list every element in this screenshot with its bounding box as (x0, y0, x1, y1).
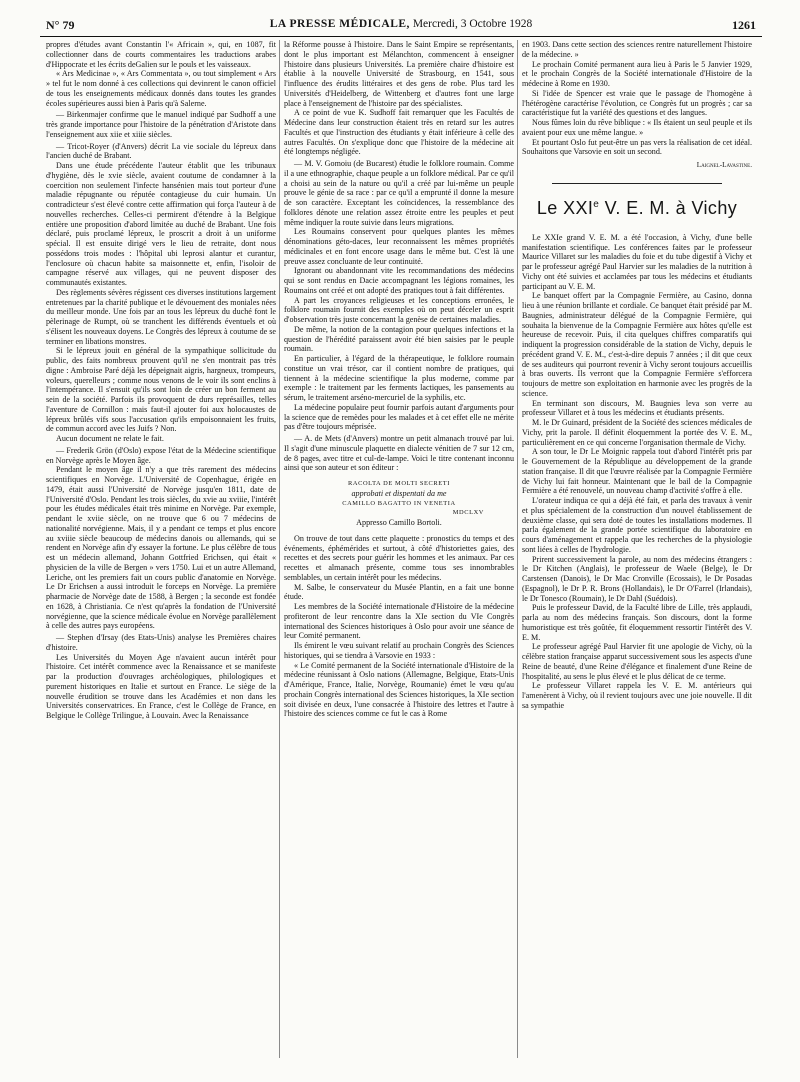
journal-title: LA PRESSE MÉDICALE, (269, 18, 410, 30)
paragraph: Le professeur agrégé Paul Harvier fit une apologie de Vichy, où la célèbre station française apparut successivement sous les aspects d'une Reine de beauté, d'une Reine d'élégance et finalement d'une Reine de l'hospitalité, au sens le plus élevé et le plus délicat de ce terme. (522, 642, 752, 681)
paragraph: Les membres de la Société internationale d'Histoire de la médecine profiteront de leur rencontre dans la XIe section du VIe Congrès international des Sciences historiques à Oslo pour avoir une séance de leur Comité permanent. (284, 602, 514, 641)
almanac-year: MDCLXV (452, 509, 484, 517)
section-divider (552, 183, 722, 184)
section-heading: Le XXIe V. E. M. à Vichy (536, 197, 738, 218)
paragraph: Dans une étude précédente l'auteur établit que les tribunaux d'hygiène, dès le xvie siècle, avaient coutume de condamner à la coercition non seulement l'infecte hansénien mais tout porteur d'une maladie répugnante ou réputée contagieuse du cuir humain. Un contradicteur s'est élevé contre cette affirmation qui força l'auteur à de nouvelles recherches. Celles-ci permirent d'étendre à la Belgique entière une proposition d'abord limitée au duché de Brabant. Une fois déclaré, puis proclamé lépreux, le proscrit a droit à un uniforme spécial. Il est ensuite dirigé vers le lieu de retraite, dont nous possédons trois modes : l'hôpital ubi leprosi alantur et curantur, l'enclosure où chacun habite sa maisonnette et, enfin, l'isoloir de campagne réservé aux villages, qui ne peuvent disposer des communautés existantes. (46, 161, 276, 287)
almanac-title-line: approbati et dispentati da me (351, 488, 447, 498)
column-right (522, 40, 752, 711)
almanac-title-line: RACOLTA DE MOLTI SECRETI (348, 480, 450, 487)
column-divider (279, 40, 280, 1058)
running-header (40, 14, 762, 37)
column-left (46, 40, 276, 721)
paragraph: — Tricot-Royer (d'Anvers) décrit La vie sociale du lépreux dans l'ancien duché de Brabant. (46, 141, 276, 161)
paragraph: propres d'études avant Constantin l'« Africain », qui, en 1087, fit collectionner dans de courts commentaires les traductions arabes d'Hippocrate et les écrits deGalien sur le pouls et les vaisseaux. (46, 40, 276, 69)
paragraph: — Frederik Grön (d'Oslo) expose l'état de la Médecine scientifique en Norvège après le Moyen âge. (46, 445, 276, 465)
paragraph: Aucun document ne relate le fait. (56, 434, 164, 443)
paragraph: Le professeur Villaret rappela les V. E. M. antérieurs qui l'amenèrent à Vichy, où il revient toujours avec une joie nouvelle. Il dit sa sympathie (522, 681, 752, 710)
paragraph: — M. V. Gomoiu (de Bucarest) étudie le folklore roumain. Comme il a une ethnographie, chaque peuple a un folklore médical. Par ce qu'il a choisi au sein de la nature ou qu'il a créé par lui-même un peuple prouve le génie de sa race : par ce qu'il a emprunté il donne la mesure de son caractère. Exceptant les coïncidences, la ressemblance des folklores dénote une relation assez étroite entre les peuples et peut même indiquer la route suivie dans leurs migrations. (284, 159, 514, 227)
paragraph: Nous fûmes loin du rêve biblique : « Ils étaient un seul peuple et ils avaient pour eux une même langue. » (522, 118, 752, 137)
paragraph: « Ars Medicinae », « Ars Commentata », ou tout simplement « Ars » tel fut le nom donné à ces collections qui devinrent le canon officiel de tous les enseignements médicaux donnés dans toutes les grandes écoles supérieures aussi bien à Paris qu'à Salerne. (46, 69, 276, 108)
almanac-publisher: Appresso Camillo Bortoli. (356, 518, 442, 527)
paragraph: — Birkenmajer confirme que le manuel indiqué par Sudhoff a une très grande importance pour l'histoire de la pénétration d'Aristote dans l'enseignement aux xiie et xiiie siècles. (46, 110, 276, 139)
paragraph: Ignorant ou abandonnant vite les recommandations des médecins qui se sont rendus en Dacie accompagnant les légions romaines, les Roumains ont créé et ont adopté des pratiques tout à fait différentes. (284, 266, 514, 295)
paragraph: A ce point de vue K. Sudhoff fait remarquer que les Facultés de Médecine dans leur construction étaient très en retard sur les autres Facultés et que l'instruction des étudiants y était inférieure à celle des autres Facultés. On s'explique donc que l'histoire de la médecine ait été longtemps négligée. (284, 108, 514, 157)
paragraph: En terminant son discours, M. Baugnies leva son verre au professeur Villaret et à tous les médecins et étudiants présents. (522, 398, 752, 418)
paragraph: La médecine populaire peut fournir parfois autant d'arguments pour la science que de remèdes pour les malades et à cet effet elle ne mérite pas d'être toujours méprisée. (284, 402, 514, 432)
paragraph: « Le Comité permanent de la Société internationale d'Histoire de la médecine réunissant à Oslo nations (Allemagne, Belgique, Etats-Unis d'Amérique, France, Italie, Norvège, Roumanie) émet le vœu qu'au prochain Congrès international des Sciences historiques, la XIe section soit divisée en deux, l'une consacrée à l'histoire des lettres et l'autre à l'histoire des sciences comme ce fut le cas à Rome (284, 660, 514, 719)
paragraph: M. le Dr Guinard, président de la Société des sciences médicales de Vichy, prit la parole. Il définit éloquemment la portée des V. E. M., particulièrement en ce qui concerne l'organisation thermale de Vichy. (522, 418, 752, 447)
author-signature: Laignel-Lavastine. (696, 161, 752, 169)
paragraph: A part les croyances religieuses et les conceptions erronées, le folklore roumain fournit des exemples où on peut déceler un esprit d'observation très juste concernant la genèse de certaines maladies. (284, 295, 514, 324)
paragraph: A son tour, le Dr Le Moignic rappela tout d'abord l'intérêt pris par le Gouvernement de la République au développement de la grande station française. Il dit que l'œuvre réalisée par la Compagnie Fermière de Vichy lui fait honneur. Maintenant que le bail de la Compagnie Fermière a été renouvelé, un nouveau champ d'activité s'offre à elle. (522, 447, 752, 496)
paragraph: Puis le professeur David, de la Faculté libre de Lille, très applaudi, parla au nom des médecins français. Son discours, dont la forme humoristique est très goûtée, fit éloquemment ressortir l'intérêt des V. E. M. (522, 603, 752, 642)
paragraph: la Réforme pousse à l'histoire. Dans le Saint Empire se représentants, dont le plus important est Mélanchton, commencent à enseigner l'histoire dans plusieurs Universités. La première chaire d'histoire est établie à la nouvelle Université de Strasbourg, en 1541, sous l'influence des érudits littéraires et des gens de robe. Plus tard les Universités d'Heidelberg, de Wittenberg et d'autres font une large place à l'enseignement de l'histoire par des spécialistes. (284, 40, 514, 108)
paragraph: Le banquet offert par la Compagnie Fermière, au Casino, donna lieu à une réunion brillante et cordiale. Ce banquet était présidé par M. Baugnies, administrateur délégué de la Compagnie Fermière, qui souhaita la bienvenue de la Compagnie Fermière aux hôtes qu'elle est heureuse de recevoir. Puis, il cita quelques chiffres comparatifs qui indiquent la progression considérable de la station de Vichy, depuis le précédent grand V. E. M., c'est-à-dire depuis 7 années ; il dit que ceux de ses auditeurs qui pourront revenir à Vichy seront toujours accueillis à bras ouverts. Ils verront que la Compagnie Fermière s'efforcera toujours de mettre son exploitation en harmonie avec les progrès de la science. (522, 291, 752, 398)
issue-number: N° 79 (46, 18, 75, 32)
paragraph: L'orateur indiqua ce qui a déjà été fait, et parla des travaux à venir et plus spécialement de la construction d'un nouvel établissement de deuxième classe, qui sera doté de toutes les installations modernes. Il parla également de la grande portée scientifique du laboratoire en cours d'aménagement et rappela que les recherches de la physiologie sont liées à celles de l'hydrologie. (522, 496, 752, 554)
paragraph: Le prochain Comité permanent aura lieu à Paris le 5 Janvier 1929, et le prochain Congrès de la Société internationale d'Histoire de la médecine à Rome en 1930. (522, 59, 752, 88)
paragraph: Pendant le moyen âge il n'y a que très rarement des médecins scientifiques en Norvège. L'Université de Copenhague, érigée en 1479, était aussi l'Université de Norvège jusqu'en 1811, date de l'Université d'Oslo. Pendant les trois siècles, du xvie au xviiie, l'intérêt pour les études médicales était très minime en Norvège. Par exemple, pendant le xviie siècle, on ne trouve que 6 ou 7 médecins de nationalité norvégienne. Mais, il y a pendant ce temps et plus encore au xviiie siècle beaucoup de médecins danois ou allemands, qui se rendent en Norvège afin d'y essayer la fortune. Le plus célèbre de tous est un médecin allemand, Johann Gottfried Erichsen, qui était « physicien de la ville de Bergen » vers 1750. Lui et un autre Allemand, Leriche, ont les premiers fait un cours public d'anatomie en Norvège. Le Dr Erichsen a aussi introduit le forceps en Norvège. La première pharmacie de Norvège date de 1588, à Bergen ; la seconde est fondée en 1628, à Christiania. Ce n'est qu'après la fondation de l'Université norvégienne, que la science médicale évolue en Norvège parallèlement à celle des autres pays européens. (46, 465, 276, 631)
paragraph: Les Universités du Moyen Age n'avaient aucun intérêt pour l'histoire. Cet intérêt commence avec la Renaissance et se manifeste par la production d'ouvrages archéologiques, philologiques et purement historiques en Italie et surtout en France. Le siège de la nouvelle érudition se trouve dans les Académies et non dans les Universités conservatrices. En France, c'est le Collège de France, en Belgique le Collège Trilingue, à Louvain. Avec la Renaissance (46, 652, 276, 720)
almanac-title-line: CAMILLO BAGATTO IN VENETIA (342, 499, 456, 507)
paragraph: en 1903. Dans cette section des sciences rentre naturellement l'histoire de la médecine. » (522, 40, 752, 59)
paragraph: On trouve de tout dans cette plaquette : pronostics du temps et des événements, éphémérides et surtout, à côté d'historiettes gaies, des recettes et des secrets pour guérir les hommes et les animaux. Par ces recettes et almanach présente, comme tous ses innombrables semblables, un certain intérêt pour les médecins. (284, 533, 514, 582)
column-divider (517, 40, 518, 1058)
paragraph: De même, la notion de la contagion pour quelques infections et la question de l'hérédité paraissent avoir été bien saisies par le peuple roumain. (284, 324, 514, 354)
paragraph: Si le lépreux jouit en général de la sympathique sollicitude du public, des faits nombreux prouvent qu'il ne s'en montrait pas très digne : Ambroise Paré déjà les dépeignait aigris, hargneux, trompeurs, voleurs, querelleurs ; comme nous venons de le voir ils sont enclins à l'intempérance. Il s'ensuit qu'ils sont loin de créer un bon ferment au sein de la société. Parfois ils provoquent de durs représailles, telles l'aventure de Cornillon : mais faut-il ajouter foi aux holocaustes de lépreux brûlés vifs sous l'accusation qu'ils empoisonnaient les fruits, de commun accord avec les Juifs ? Non. (46, 346, 276, 434)
column-middle (284, 40, 514, 719)
paragraph: M. Salbe, le conservateur du Musée Plantin, en a fait une bonne étude. (284, 582, 514, 602)
paragraph: Ils émirent le vœu suivant relatif au prochain Congrès des Sciences historiques, qui se tiendra à Varsovie en 1933 : (284, 641, 514, 660)
paragraph: Le XXIe grand V. E. M. a été l'occasion, à Vichy, d'une belle manifestation scientifique. Les conférences faites par le professeur Maurice Villaret sur les maladies du foie et du tube digestif à Vichy et par le professeur agrégé Paul Harvier sur les maladies de la nutrition à Vichy ont été suivies et acclamées par tous les médecins et étudiants participant au V. E. M. (522, 232, 752, 291)
paragraph: Et pourtant Oslo fut peut-être un pas vers la réalisation de cet idéal. Souhaitons que Varsovie en soit un second. (522, 137, 752, 157)
paragraph: — A. de Mets (d'Anvers) montre un petit almanach trouvé par lui. Il s'agit d'une minuscule plaquette en dialecte vénitien de 7 sur 12 cm, de 8 pages, avec titre et cul-de-lampe. Voici le titre contenant inconnu ainsi que son auteur et son éditeur : (284, 434, 514, 473)
header-title-block (40, 18, 762, 30)
paragraph: En particulier, à l'égard de la thérapeutique, le folklore roumain constitue un vrai trésor, car il contient nombre de pratiques, qui tiennent à la médecine scientifique la plus moderne, comme par exemple : le traitement par les ferments lactiques, les pansements au sérum, le traitement arséno-mercuriel de la syphilis, etc. (284, 354, 514, 402)
paragraph: Des règlements sévères régissent ces diverses institutions largement entretenues par la charité publique et le dévouement des moniales nées du meilleur monde. Une fois par an tous les lépreux du duché font le pèlerinage de Rumpt, où se tranchent les différends éventuels et où s'élisent les nouveaux doyens. Le Congrès des lépreux à coutume de se terminer en libations monstres. (46, 287, 276, 346)
paragraph: Si l'idée de Spencer est vraie que le passage de l'homogène à l'hétérogène caractérise l'évolution, ce Congrès fut un progrès ; car sa caractéristique fut la variété des questions et des langues. (522, 88, 752, 118)
paragraph: — Stephen d'Irsay (des Etats-Unis) analyse les Premières chaires d'histoire. (46, 633, 276, 652)
page-number: 1261 (732, 18, 756, 32)
paragraph: Prirent successivement la parole, au nom des médecins étrangers : le Dr Kitchen (Anglais), le professeur de Waele (Belge), le Dr Carstensen (Danois), le Dr Mac Cronville (Ecossais), le Dr Posadas (Espagnol), le Dr P. R. Brons (Hollandais), le Dr O'Farrel (Irlandais), le Dr Tonesco (Roumain), le Dr Dahl (Suédois). (522, 554, 752, 603)
paragraph: Les Roumains conservent pour quelques plantes les mêmes dénominations géto-daces, leur reconnaissent les mêmes propriétés médicinales et en font encore usage dans le même but. C'est là une preuve assez concluante de leur continuité. (284, 227, 514, 266)
issue-date: Mercredi, 3 Octobre 1928 (412, 18, 533, 30)
